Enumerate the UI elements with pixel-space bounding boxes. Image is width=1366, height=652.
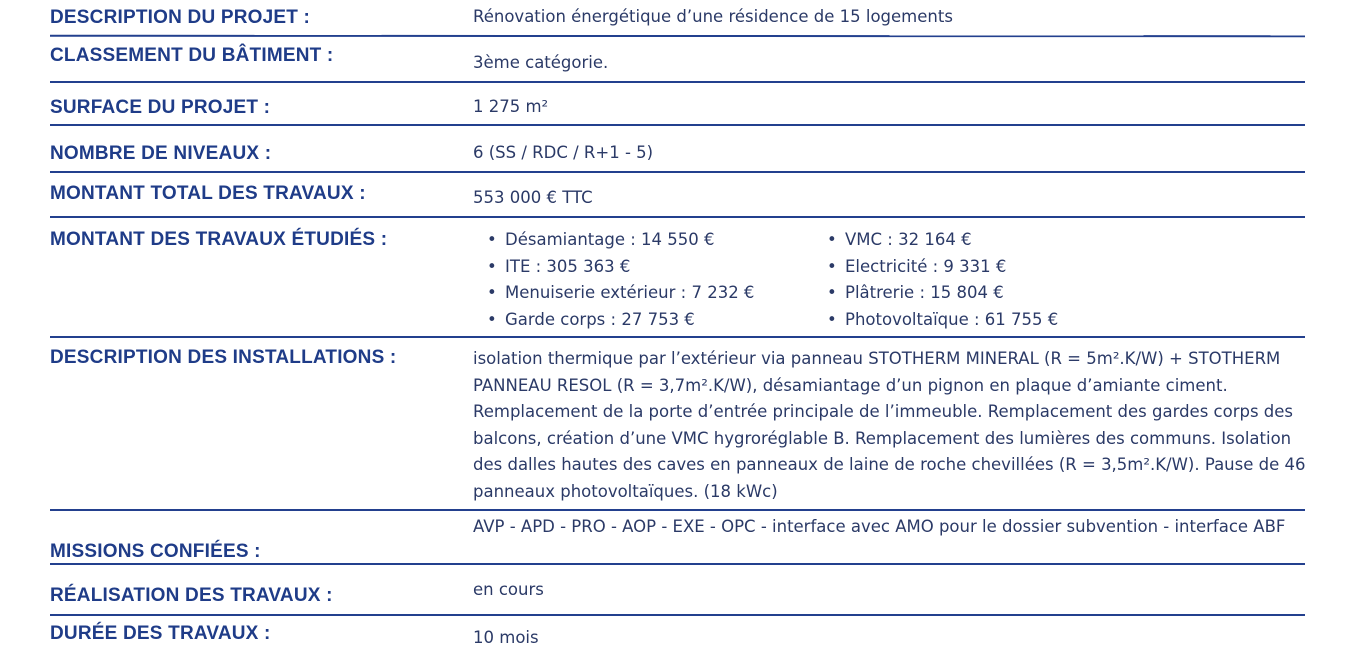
value-duree: 10 mois xyxy=(473,628,539,647)
row-divider xyxy=(50,81,1305,83)
row-divider xyxy=(50,509,1305,511)
value-surface: 1 275 m² xyxy=(473,97,549,116)
label-niveaux: NOMBRE DE NIVEAUX : xyxy=(50,143,272,164)
value-montant-total: 553 000 € TTC xyxy=(473,188,593,207)
value-missions: AVP - APD - PRO - AOP - EXE - OPC - interface avec AMO pour le dossier subvention - interface ABF xyxy=(473,517,1286,536)
label-surface: SURFACE DU PROJET : xyxy=(50,97,271,118)
list-item: • Plâtrerie : 15 804 € xyxy=(823,280,1058,307)
list-item: • VMC : 32 164 € xyxy=(823,227,1058,254)
cost-list-right xyxy=(823,227,1058,333)
list-item: • Photovoltaïque : 61 755 € xyxy=(823,307,1058,334)
row-divider xyxy=(50,614,1305,616)
row-divider xyxy=(50,563,1305,565)
cost-list-left xyxy=(483,227,754,333)
value-classement: 3ème catégorie. xyxy=(473,53,609,72)
label-missions: MISSIONS CONFIÉES : xyxy=(50,541,261,562)
row-divider xyxy=(50,336,1305,338)
label-montant-total: MONTANT TOTAL DES TRAVAUX : xyxy=(50,183,366,204)
row-divider xyxy=(50,216,1305,218)
label-description-projet: DESCRIPTION DU PROJET : xyxy=(50,7,311,28)
list-item: • Désamiantage : 14 550 € xyxy=(483,227,754,254)
value-realisation: en cours xyxy=(473,580,544,599)
row-divider xyxy=(50,124,1305,126)
list-item: • Menuiserie extérieur : 7 232 € xyxy=(483,280,754,307)
list-item: • Garde corps : 27 753 € xyxy=(483,307,754,334)
row-divider xyxy=(50,35,1305,37)
list-item: • ITE : 305 363 € xyxy=(483,254,754,281)
label-classement: CLASSEMENT DU BÂTIMENT : xyxy=(50,45,334,66)
value-installations: isolation thermique par l’extérieur via panneau STOTHERM MINERAL (R = 5m².K/W) + STOTHERM PANNEAU RESOL (R = 3,7m².K/W), désamiantage d’un pignon en plaque d’amiante ciment. Remplacement de la porte d’entrée principale de l’immeuble. Remplacement des gardes corps des balcons, création d’une VMC hygroréglable B. Remplacement des lumières des communs. Isolation des dalles hautes des caves en panneaux de laine de roche chevillées (R = 3,5m².K/W). Pause de 46 panneaux photovoltaïques. (18 kWc) xyxy=(473,349,1306,501)
value-niveaux: 6 (SS / RDC / R+1 - 5) xyxy=(473,143,654,162)
value-description-projet: Rénovation énergétique d’une résidence de 15 logements xyxy=(473,7,953,26)
list-item: • Electricité : 9 331 € xyxy=(823,254,1058,281)
label-montant-etudies: MONTANT DES TRAVAUX ÉTUDIÉS : xyxy=(50,229,388,250)
row-divider xyxy=(50,171,1305,173)
label-installations: DESCRIPTION DES INSTALLATIONS : xyxy=(50,347,397,368)
label-realisation: RÉALISATION DES TRAVAUX : xyxy=(50,585,333,606)
label-duree: DURÉE DES TRAVAUX : xyxy=(50,623,271,644)
